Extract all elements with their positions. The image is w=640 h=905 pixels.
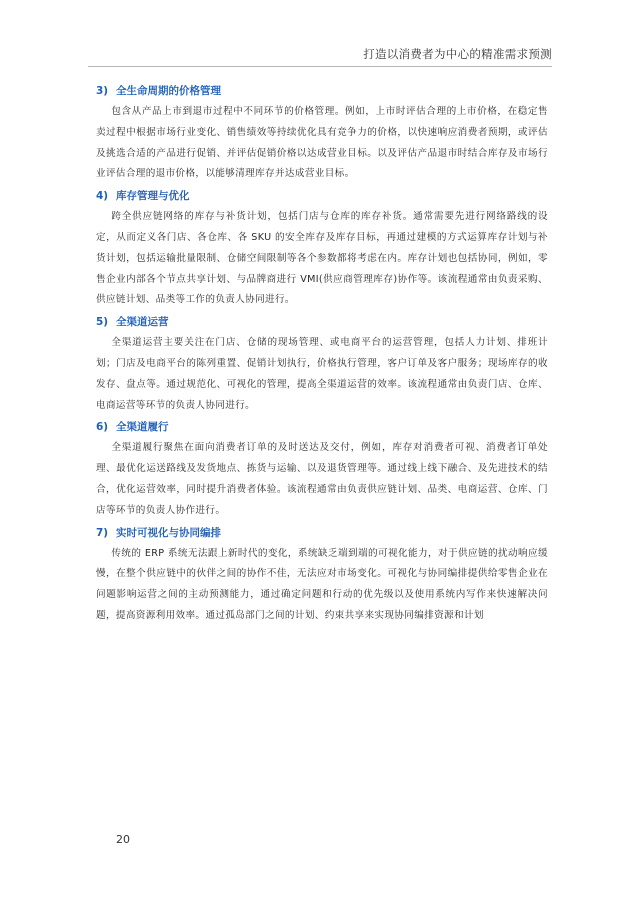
running-header-title: 打造以消费者为中心的精准需求预测 bbox=[363, 47, 552, 61]
page-content bbox=[96, 80, 548, 627]
section-heading-visibility-orchestration bbox=[96, 524, 548, 542]
section-body-visibility-orchestration: 传统的 ERP 系统无法跟上新时代的变化，系统缺乏端到端的可视化能力，对于供应链的扰动响应缓慢，在整个供应链中的伙伴之间的协作不佳，无法应对市场变化。可视化与协同编排提供给零售企业在问题影响运营之间的主动预测能力，通过确定问题和行动的优先级以及使用系统内写作来快速解决问题，提高资源利用效率。通过孤岛部门之间的计划、约束共享来实现协同编排资源和计划 bbox=[96, 547, 548, 621]
page-number: 20 bbox=[116, 833, 130, 846]
section-body-omnichannel-operations: 全渠道运营主要关注在门店、仓储的现场管理、或电商平台的运营管理，包括人力计划、排班计划；门店及电商平台的陈列重置、促销计划执行，价格执行管理，客户订单及客户服务；现场库存的收发存、盘点等。通过规范化、可视化的管理，提高全渠道运营的效率。该流程通常由负责门店、仓库、电商运营等环节的负责人协同进行。 bbox=[96, 337, 548, 411]
section-title: 全渠道运营 bbox=[116, 316, 169, 329]
header-divider bbox=[88, 66, 552, 67]
section-number: 7) bbox=[96, 526, 109, 539]
section-heading-omnichannel-fulfillment bbox=[96, 418, 548, 436]
section-heading-omnichannel-operations bbox=[96, 313, 548, 331]
section-number: 4) bbox=[96, 190, 109, 203]
section-number: 5) bbox=[96, 316, 109, 329]
section-body-inventory: 跨全供应链网络的库存与补货计划，包括门店与仓库的库存补货。通常需要先进行网络路线的设定，从而定义各门店、各仓库、各 SKU 的安全库存及库存目标，再通过建模的方式运算库存计划与补货计划，包括运输批量限制、仓储空间限制等各个参数都将考虑在内。库存计划也包括协同，例如，零售企业内部各个节点共享计划、与品牌商进行 VMI(供应商管理库存)协作等。该流程通常由负责采购、供应链计划、品类等工作的负责人协同进行。 bbox=[96, 211, 548, 306]
section-title: 全渠道履行 bbox=[116, 421, 169, 434]
section-number: 3) bbox=[96, 85, 109, 97]
section-heading-inventory bbox=[96, 187, 548, 205]
section-body-pricing: 包含从产品上市到退市过程中不同环节的价格管理。例如，上市时评估合理的上市价格，在稳定售卖过程中根据市场行业变化、销售绩效等持续优化具有竞争力的价格，以快速响应消费者预期，或评估及挑选合适的产品进行促销、并评估促销价格以达成营业目标。以及评估产品退市时结合库存及市场行业评估合理的退市价格，以能够清理库存并达成营业目标。 bbox=[96, 106, 548, 180]
section-title: 全生命周期的价格管理 bbox=[116, 85, 221, 97]
section-title: 库存管理与优化 bbox=[116, 190, 190, 203]
section-title: 实时可视化与协同编排 bbox=[116, 526, 221, 539]
section-body-omnichannel-fulfillment: 全渠道履行聚焦在面向消费者订单的及时送达及交付，例如，库存对消费者可视、消费者订单处理、最优化运送路线及发货地点、拣货与运输、以及退货管理等。通过线上线下融合、及先进技术的结合，优化运营效率，同时提升消费者体验。该流程通常由负责供应链计划、品类、电商运营、仓库、门店等环节的负责人协作进行。 bbox=[96, 442, 548, 516]
section-heading-pricing bbox=[96, 82, 548, 100]
section-number: 6) bbox=[96, 421, 109, 434]
